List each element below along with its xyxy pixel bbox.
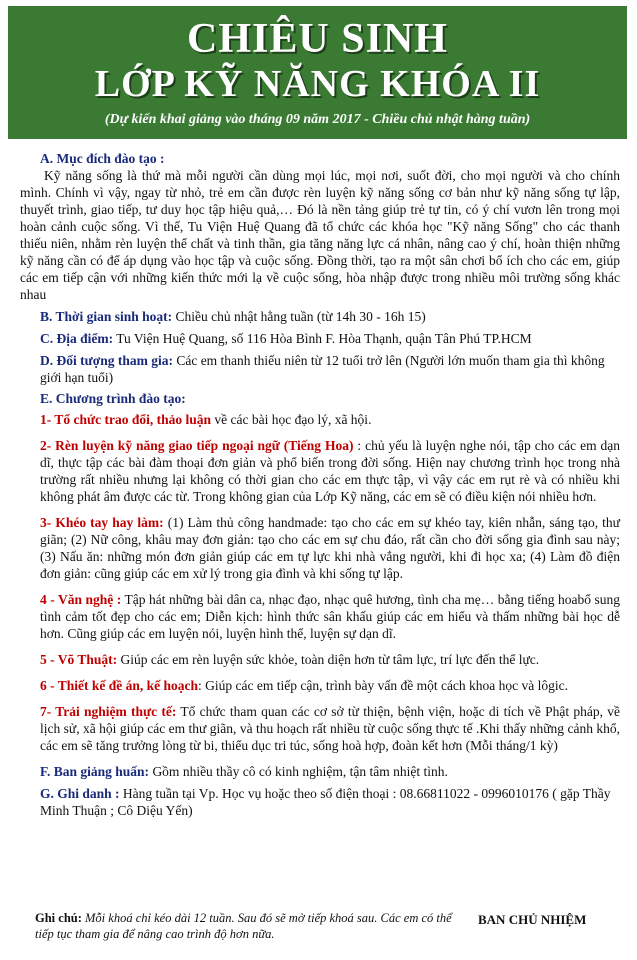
program-item-body: : Giúp các em tiếp cận, trình bày vấn đề một cách khoa học và lôgic. [198, 678, 569, 693]
section-d-value: Các em thanh thiếu niên từ 12 tuổi trở lên (Người lớn muốn tham gia thì không giới hạn tuổi) [40, 353, 605, 385]
program-item-2 [20, 437, 620, 505]
section-e [20, 390, 620, 407]
program-item-4 [20, 591, 620, 642]
program-item-1 [20, 411, 620, 428]
program-item-title: 4 - Văn nghệ : [40, 592, 122, 607]
program-item-body: về các bài học đạo lý, xã hội. [211, 412, 372, 427]
section-b-label: B. Thời gian sinh hoạt: [40, 309, 173, 324]
signature: BAN CHỦ NHIỆM [478, 912, 587, 927]
section-e-heading: E. Chương trình đào tạo: [40, 391, 186, 406]
section-g [20, 785, 620, 819]
section-c [20, 330, 620, 347]
section-b [20, 308, 620, 325]
section-f-label: F. Ban giảng huấn: [40, 764, 150, 779]
section-c-value: Tu Viện Huệ Quang, số 116 Hòa Bình F. Hòa Thạnh, quận Tân Phú TP.HCM [116, 331, 532, 346]
program-item-body: : chủ yếu là luyện nghe nói, tập cho các em dạn dĩ, thực tập các bài đàm thoại đơn giản và phổ biến trong đời sống. Hiện nay chương trình học trong nhà trường rất nhiều nhưng lại không có thời gian cho các em thực tập, vì vậy các em rụt rè và có nhiều khi không phát âm được các từ. Trong không gian của Lớp Kỹ năng, các em sẽ có điều kiện nói nhiều hơn. [40, 438, 620, 504]
program-item-7 [20, 703, 620, 754]
program-item-title: 1- Tổ chức trao đổi, thảo luận [40, 412, 211, 427]
footer-note [35, 910, 455, 942]
program-item-title: 6 - Thiết kế đề án, kế hoạch [40, 678, 199, 693]
section-f [20, 763, 620, 780]
program-item-body: Tập hát những bài dân ca, nhạc đạo, nhạc quê hương, tình cha mẹ… bằng tiếng hoabổ sung tình cảm tốt đẹp cho các em; Diễn kịch: hình thức sân khấu giúp các em hiểu và thấm những bài học dễ hơn. Cũng giúp các em luyện nói, luyện hình thể, luyện sự dạn dĩ. [40, 592, 621, 641]
note-label: Ghi chú: [35, 911, 82, 925]
program-item-body: Tổ chức tham quan các cơ sở từ thiện, bệnh viện, hoặc di tích về Phật pháp, về lịch sử, xã hội giúp các em thư giãn, và thu hoạch rất nhiều từ cuộc sống thực tế .Khi thấy những cảnh khổ, các em sẽ tăng trưởng lòng từ bi, thiểu dục tri túc, sống hoà hợp, đoàn kết hơn (Mỗi tháng/1 kỳ) [40, 704, 620, 753]
section-a [20, 150, 620, 167]
section-a-heading: A. Mục đích đào tạo : [40, 151, 165, 166]
section-f-value: Gồm nhiều thầy cô có kinh nghiệm, tận tâm nhiệt tình. [149, 764, 448, 779]
program-item-title: 2- Rèn luyện kỹ năng giao tiếp ngoại ngữ (Tiếng Hoa) [40, 438, 354, 453]
section-c-label: C. Địa điểm: [40, 331, 114, 346]
program-item-body: (1) Làm thủ công handmade: tạo cho các em sự khéo tay, kiên nhẫn, sáng tạo, thư giãn; (2) Nữ công, khâu may đơn giản: tạo cho các em sự chu đáo, rất cần cho đời sống gia đình sau này; (3) Nấu ăn: những món đơn giản giúp các em tự lực khi nhà vắng người, khi đi học xa; (4) Làm đồ điện đơn giản: cũng giúp các em xử lý trong gia đình và khi sống tự lập. [40, 515, 620, 581]
section-d-label: D. Đối tượng tham gia: [40, 353, 173, 368]
program-item-body: Giúp các em rèn luyện sức khỏe, toàn diện hơn từ tâm lực, trí lực đến thể lực. [117, 652, 540, 667]
note-text: Mỗi khoá chỉ kéo dài 12 tuần. Sau đó sẽ mở tiếp khoá sau. Các em có thể tiếp tục tham gia để nâng cao trình độ hơn nữa. [35, 911, 452, 941]
program-item-title: 3- Khéo tay hay làm: [40, 515, 164, 530]
header-banner [8, 6, 627, 139]
banner-title-line2: LỚP KỸ NĂNG KHÓA II [94, 63, 541, 105]
section-g-value: Hàng tuần tại Vp. Học vụ hoặc theo số điện thoại : 08.66811022 - 0996010176 ( gặp Thầy Minh Thuận ; Cô Diệu Yến) [40, 786, 611, 818]
banner-subtitle: (Dự kiến khai giảng vào tháng 09 năm 2017 - Chiều chủ nhật hàng tuần) [104, 112, 531, 127]
section-d [20, 352, 620, 386]
program-item-title: 7- Trải nghiệm thực tế: [40, 704, 177, 719]
program-item-5 [20, 651, 620, 668]
section-g-label: G. Ghi danh : [40, 786, 120, 801]
program-item-6 [20, 677, 620, 694]
section-a-body: Kỹ năng sống là thứ mà mỗi người cần dùng mọi lúc, mọi nơi, suốt đời, cho mọi người và cho chính mình. Chính vì vậy, ngay từ nhỏ, trẻ em cần được rèn luyện kỹ năng sống cơ bản như kỹ năng sống tự lập, thuyết trình, giao tiếp, tư duy học tập hiệu quả,… Đó là nền tảng giúp trẻ tự tin, có ý chí vươn lên trong mọi hoàn cảnh cuộc sống. Vì thế, Tu Viện Huệ Quang đã tổ chức các khóa học "Kỹ năng Sống" cho các thanh thiếu niên, nhằm rèn luyện thể chất và tinh thần, gia tăng năng lực cá nhân, nâng cao ý chí, hoàn thiện những kỹ năng cần có để áp dụng vào học tập và cuộc sống. Đồng thời, tạo ra một sân chơi bổ ích cho các em, giúp các em tiếp cận với những kiến thức mới lạ về cuộc sống, hòa nhập được trong nhiều môi trường sống khác nhau [20, 168, 620, 302]
banner-title-line1: CHIÊU SINH [187, 16, 448, 62]
program-item-title: 5 - Võ Thuật: [40, 652, 118, 667]
flyer-content [20, 150, 620, 819]
section-b-value: Chiều chủ nhật hằng tuần (từ 14h 30 - 16h 15) [175, 309, 426, 324]
program-item-3 [20, 514, 620, 582]
